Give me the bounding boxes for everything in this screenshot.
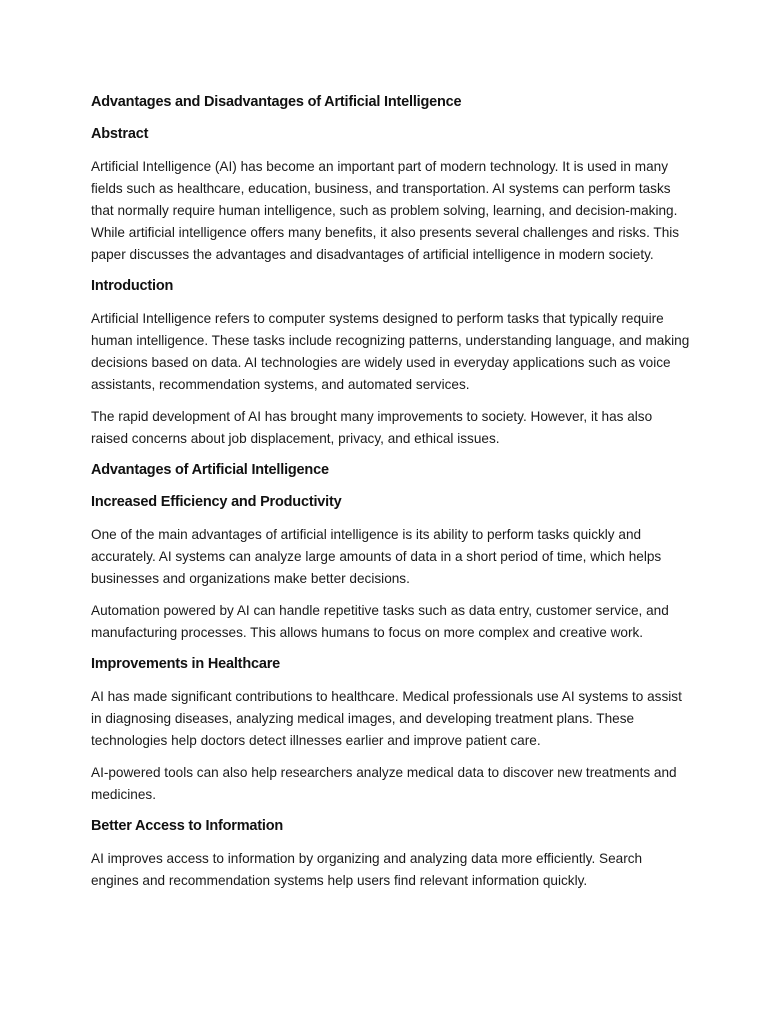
- document-page: [91, 92, 691, 902]
- information-access-heading: Better Access to Information: [91, 818, 284, 834]
- healthcare-paragraph-1: AI has made significant contributions to healthcare. Medical professionals use AI systems to assist in diagnosing diseases, analyzing medical images, and developing treatment plans. These technologies help doctors detect illnesses earlier and improve patient care.: [91, 689, 682, 748]
- introduction-paragraph-1: Artificial Intelligence refers to computer systems designed to perform tasks that typically require human intelligence. These tasks include recognizing patterns, understanding language, and making decisions based on data. AI technologies are widely used in everyday applications such as voice assistants, recommendation systems, and automated services.: [91, 311, 690, 392]
- efficiency-heading: Increased Efficiency and Productivity: [91, 494, 342, 510]
- healthcare-heading: Improvements in Healthcare: [91, 656, 281, 672]
- advantages-heading: Advantages of Artificial Intelligence: [91, 462, 329, 478]
- efficiency-paragraph-2: Automation powered by AI can handle repetitive tasks such as data entry, customer service, and manufacturing processes. This allows humans to focus on more complex and creative work.: [91, 603, 669, 640]
- information-access-paragraph: AI improves access to information by organizing and analyzing data more efficiently. Search engines and recommendation systems help users find relevant information quickly.: [91, 851, 643, 888]
- introduction-heading: Introduction: [91, 278, 174, 294]
- efficiency-paragraph-1: One of the main advantages of artificial intelligence is its ability to perform tasks quickly and accurately. AI systems can analyze large amounts of data in a short period of time, which helps businesses and organizations make better decisions.: [91, 527, 662, 586]
- abstract-paragraph: Artificial Intelligence (AI) has become an important part of modern technology. It is used in many fields such as healthcare, education, business, and transportation. AI systems can perform tasks that normally require human intelligence, such as problem solving, learning, and decision-making. While artificial intelligence offers many benefits, it also presents several challenges and risks. This paper discusses the advantages and disadvantages of artificial intelligence in modern society.: [91, 159, 680, 262]
- abstract-heading: Abstract: [91, 126, 149, 142]
- document-title: Advantages and Disadvantages of Artificial Intelligence: [91, 94, 462, 110]
- introduction-paragraph-2: The rapid development of AI has brought many improvements to society. However, it has also raised concerns about job displacement, privacy, and ethical issues.: [91, 409, 653, 446]
- healthcare-paragraph-2: AI-powered tools can also help researchers analyze medical data to discover new treatments and medicines.: [91, 765, 677, 802]
